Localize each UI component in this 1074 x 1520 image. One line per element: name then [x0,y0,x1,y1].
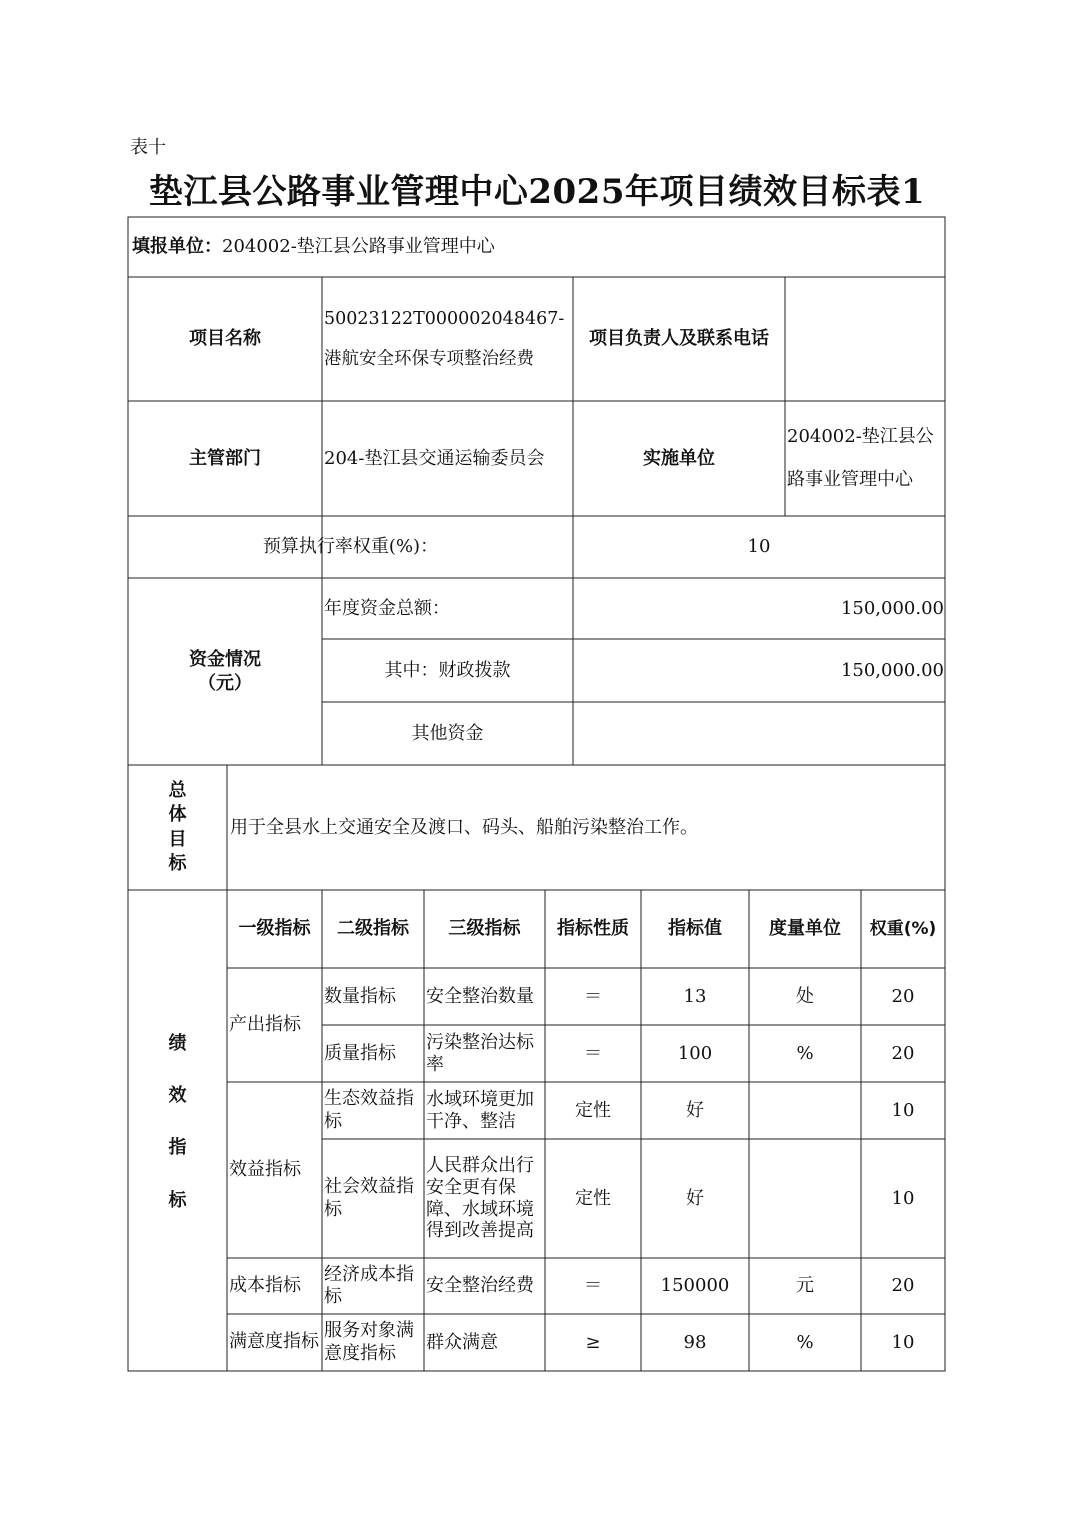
level1-cost: 成本指标 [229,1275,301,1297]
budget-weight-value: 10 [747,536,771,558]
perf-label-char: 绩 [168,1033,187,1054]
annual-total-label: 年度资金总额： [324,597,450,619]
perf-label-char: 标 [168,1189,187,1211]
row-nature: ＝ [584,1042,602,1064]
row-weight: 10 [891,1099,915,1121]
row-level2: 生态效益指标 [324,1088,414,1132]
budget-weight-label: 预算执行率权重(%)： [262,536,439,558]
row-unit: 元 [796,1275,814,1297]
reporting-unit-value: 204002-垫江县公路事业管理中心 [222,236,495,258]
overall-goal-value: 用于全县水上交通安全及渡口、码头、船舶污染整治工作。 [230,816,698,838]
row-level2: 质量指标 [324,1042,396,1064]
row-level3: 污染整治达标率 [426,1031,534,1075]
row-weight: 20 [891,985,915,1007]
reporting-unit-row [132,217,932,277]
fiscal-allocation-label: 其中：财政拨款 [384,659,511,681]
row-value: 好 [686,1187,704,1209]
responsible-person-value [785,277,945,401]
row-nature: ≥ [585,1331,601,1353]
row-nature: 定性 [575,1187,611,1209]
row-level2: 经济成本指标 [324,1263,414,1307]
level1-satisfaction: 满意度指标 [229,1331,319,1353]
project-name-label: 项目名称 [189,328,261,350]
implementing-unit-label: 实施单位 [643,447,715,469]
row-unit [749,1139,861,1258]
row-nature: ＝ [584,1275,602,1297]
reporting-unit-label: 填报单位： [132,236,222,258]
project-name-value: 50023122T000002048467-港航安全环保专项整治经费 [324,308,565,369]
header-nature: 指标性质 [557,918,629,940]
implementing-unit-value: 204002-垫江县公路事业管理中心 [787,425,934,490]
funds-label: 资金情况（元） [189,649,261,694]
page-title: 垫江县公路事业管理中心2025年项目绩效目标表1 [148,172,926,212]
header-level2: 二级指标 [337,918,409,940]
overall-goal-label [128,765,227,890]
row-value: 100 [677,1042,713,1064]
supervising-dept-label: 主管部门 [189,447,261,469]
row-value: 好 [686,1099,704,1121]
level1-output: 产出指标 [229,1014,301,1036]
row-nature: 定性 [575,1099,611,1121]
goal-label-char: 总 [168,779,187,801]
header-level1: 一级指标 [238,918,311,940]
row-unit: % [796,1042,814,1064]
header-value: 指标值 [668,918,722,940]
row-weight: 20 [891,1275,915,1297]
row-level2: 数量指标 [324,985,396,1007]
performance-indicators-label [128,890,227,1371]
level1-benefit: 效益指标 [229,1159,301,1181]
goal-label-char: 标 [168,852,187,874]
row-level2: 服务对象满意度指标 [324,1320,414,1364]
header-weight: 权重(%) [869,918,937,939]
supervising-dept-value: 204-垫江县交通运输委员会 [324,447,545,469]
row-level3: 人民群众出行安全更有保障、水域环境得到改善提高 [426,1155,534,1242]
header-level3: 三级指标 [448,918,521,940]
table-number: 表十 [130,137,166,158]
perf-label-char: 效 [168,1085,187,1107]
row-unit: 处 [796,985,814,1007]
row-level3: 水域环境更加干净、整洁 [426,1088,534,1132]
row-level3: 安全整治数量 [426,985,534,1007]
header-unit: 度量单位 [769,918,841,940]
row-value: 150000 [660,1275,730,1297]
row-weight: 10 [891,1187,915,1209]
goal-label-char: 目 [168,828,187,850]
row-unit: % [796,1331,814,1353]
row-level3: 安全整治经费 [426,1275,534,1297]
row-level3: 群众满意 [426,1331,498,1353]
other-funds-value [573,702,944,765]
row-nature: ＝ [584,985,602,1007]
goal-label-char: 体 [168,804,187,826]
fiscal-allocation-value: 150,000.00 [840,659,944,681]
row-value: 13 [683,985,707,1007]
row-weight: 10 [891,1331,915,1353]
row-unit [749,1082,861,1139]
row-level2: 社会效益指标 [324,1176,414,1220]
perf-label-char: 指 [168,1137,187,1159]
responsible-person-label: 项目负责人及联系电话 [589,328,769,350]
other-funds-label: 其他资金 [411,722,484,744]
row-value: 98 [683,1331,707,1353]
row-weight: 20 [891,1042,915,1064]
annual-total-value: 150,000.00 [840,597,944,619]
